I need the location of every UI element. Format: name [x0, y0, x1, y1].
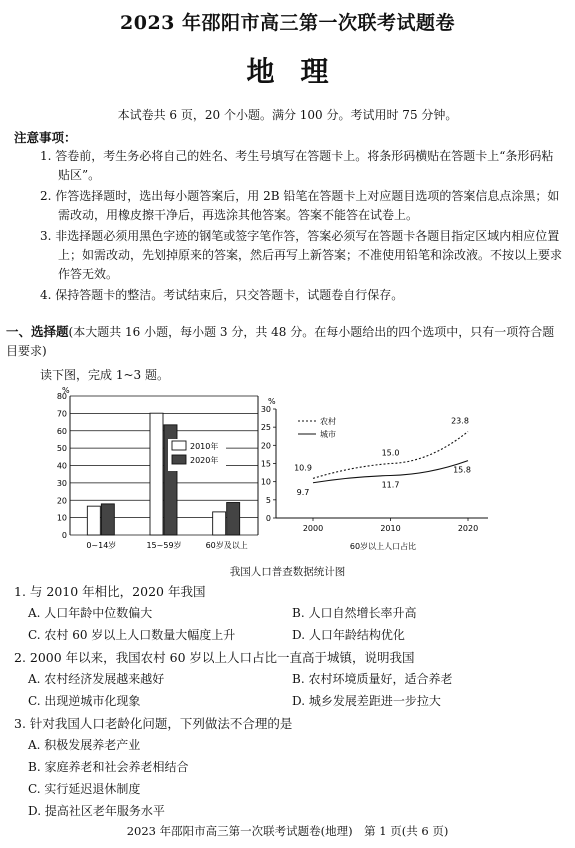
question-stem: 1. 与 2010 年相比，2020 年我国	[14, 584, 206, 599]
answer-option: A. 人口年龄中位数偏大	[28, 606, 153, 620]
y-tick-label: 80	[56, 392, 67, 401]
legend-swatch	[172, 455, 186, 464]
answer-option: A. 农村经济发展越来越好	[28, 672, 165, 686]
x-tick-label: 2020	[457, 524, 479, 533]
legend-label: 城市	[320, 430, 336, 439]
x-tick-label: 60岁及以上	[205, 541, 248, 550]
bar-2010年	[213, 512, 226, 535]
legend-swatch	[172, 441, 186, 450]
y-axis-label: %	[268, 397, 276, 406]
data-label: 15.0	[381, 448, 400, 458]
y-tick-label: 30	[260, 405, 271, 414]
y-tick-label: 70	[56, 409, 67, 419]
y-tick-label: 20	[56, 496, 67, 506]
notice-item: 3. 非选择题必须用黑色字迹的钢笔或签字笔作答，答案必须写在答题卡各题目指定区域内相应位置上；如需改动，先划掉原来的答案，然后再写上新答案；不准使用铅笔和涂改液。不按以上要求作答无效。	[40, 229, 563, 281]
answer-option: D. 人口年龄结构优化	[292, 628, 405, 642]
bar-chart	[50, 383, 265, 558]
x-tick-label: 15~59岁	[146, 541, 182, 550]
bar-2010年	[150, 413, 163, 535]
answer-option: C. 农村 60 岁以上人口数量大幅度上升	[28, 628, 236, 642]
y-tick-label: 0	[61, 531, 67, 540]
bar-2020年	[227, 503, 240, 535]
y-tick-label: 15	[260, 459, 271, 469]
legend-label: 2020年	[190, 456, 219, 465]
x-tick-label: 0~14岁	[86, 541, 117, 550]
answer-option: A. 积极发展养老产业	[28, 738, 141, 752]
notice-item: 1. 答卷前，考生务必将自己的姓名、考生号填写在答题卡上。将条形码横贴在答题卡上“条形码粘贴区”。	[40, 149, 554, 182]
data-label: 10.9	[294, 463, 312, 473]
y-tick-label: 5	[265, 495, 271, 505]
answer-option: C. 实行延迟退休制度	[28, 782, 141, 796]
data-label: 11.7	[381, 480, 400, 490]
answer-option: D. 城乡发展差距进一步拉大	[292, 694, 441, 708]
question-stem: 3. 针对我国人口老龄化问题，下列做法不合理的是	[14, 716, 293, 731]
y-tick-label: 20	[260, 441, 271, 451]
notice-item: 2. 作答选择题时，选出每小题答案后，用 2B 铅笔在答题卡上对应题目选项的答案信息点涂黑；如需改动，用橡皮擦干净后，再选涂其他答案。答案不能答在试卷上。	[40, 189, 560, 222]
exam-title: 2023 年邵阳市高三第一次联考试题卷	[120, 12, 455, 34]
y-tick-label: 0	[265, 514, 271, 523]
y-tick-label: 25	[260, 423, 271, 433]
answer-option: B. 人口自然增长率升高	[292, 606, 417, 620]
x-tick-label: 2000	[302, 524, 324, 533]
x-tick-label: 2010	[380, 524, 401, 533]
data-label: 15.8	[453, 465, 471, 475]
answer-option: B. 农村环境质量好，适合养老	[292, 672, 453, 686]
y-axis-label: %	[62, 386, 70, 395]
exam-summary: 本试卷共 6 页，20 个小题。满分 100 分。考试用时 75 分钟。	[117, 108, 458, 122]
answer-option: D. 提高社区老年服务水平	[28, 804, 165, 818]
notice-list	[40, 147, 565, 307]
y-tick-label: 10	[56, 513, 67, 523]
y-tick-label: 50	[56, 444, 67, 454]
x-axis-label: 60岁以上人口占比	[349, 542, 417, 551]
question-stem: 2. 2000 年以来，我国农村 60 岁以上人口占比一直高于城镇，说明我国	[14, 650, 415, 665]
y-tick-label: 60	[56, 426, 67, 436]
legend-label: 2010年	[190, 442, 219, 451]
subject-title: 地理	[246, 55, 355, 88]
figure-caption: 我国人口普查数据统计图	[229, 566, 346, 578]
section-header	[6, 322, 566, 361]
legend-label: 农村	[320, 417, 336, 426]
y-tick-label: 30	[56, 478, 67, 488]
notice-heading: 注意事项：	[14, 130, 77, 145]
section-heading: 一、选择题	[6, 324, 69, 339]
data-label: 23.8	[451, 416, 469, 426]
answer-option: B. 家庭养老和社会养老相结合	[28, 760, 189, 774]
data-label: 9.7	[296, 487, 310, 497]
bar-2010年	[87, 506, 100, 535]
page-footer: 2023 年邵阳市高三第一次联考试题卷(地理) 第 1 页(共 6 页)	[126, 824, 449, 838]
section-desc: (本大题共 16 小题，每小题 3 分，共 48 分。在每小题给出的四个选项中，只有一项符合题目要求)	[6, 325, 555, 358]
y-tick-label: 10	[260, 477, 271, 487]
answer-option: C. 出现逆城市化现象	[28, 694, 141, 708]
bar-2020年	[101, 504, 114, 535]
notice-item: 4. 保持答题卡的整洁。考试结束后，只交答题卡，试题卷自行保存。	[40, 288, 404, 302]
section-intro: 读下图，完成 1~3 题。	[40, 368, 169, 382]
line-chart	[258, 383, 498, 558]
y-tick-label: 40	[56, 461, 67, 471]
